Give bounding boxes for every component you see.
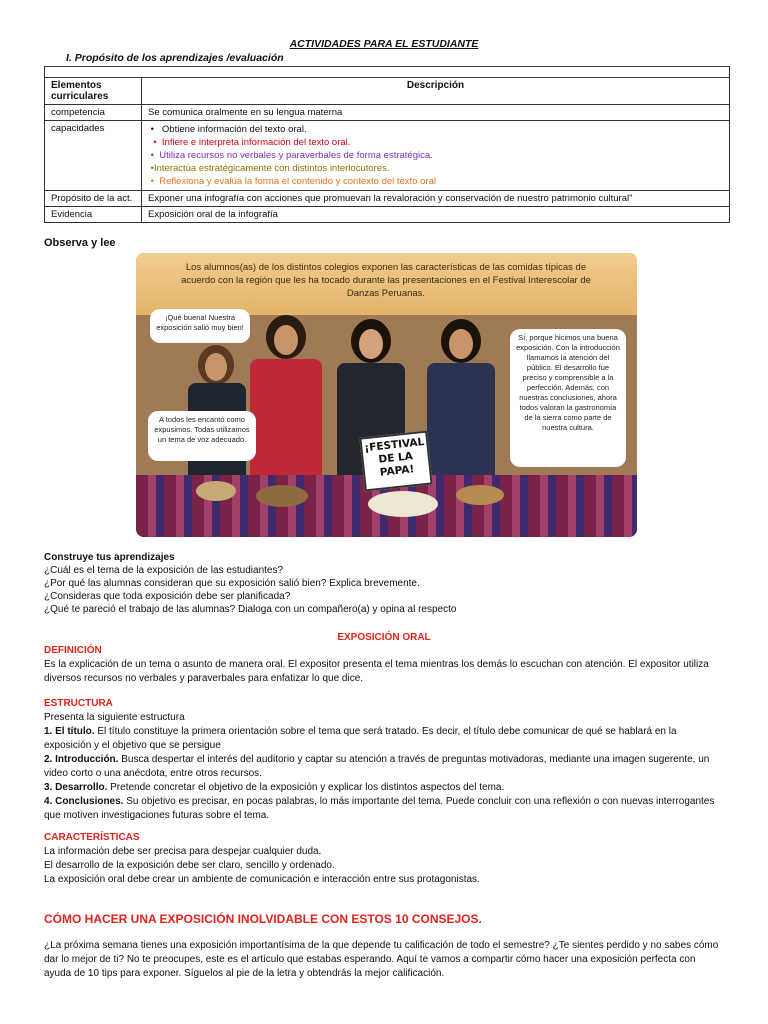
consejos-text: ¿La próxima semana tienes una exposición importantísima de la que depende tu calificación de todo el semestre? ¿Te sientes perdido y no sabes cómo dar lo mejor de ti? No te preocupes, este es el artículo que estabas esperando. Aquí te vamos a compartir cómo hacer una exposición perfecta con ayuda de 10 tips para exponer. Síguelos al pie de la letra y obtendrás la mejor calificación.	[44, 940, 719, 979]
row-label-capacidades: capacidades	[45, 121, 142, 191]
food-plate	[456, 485, 504, 505]
header-elementos: Elementos curriculares	[45, 78, 142, 105]
caracteristica-item: El desarrollo de la exposición debe ser claro, sencillo y ordenado.	[44, 860, 335, 871]
estructura-heading: ESTRUCTURA	[44, 698, 113, 709]
definicion-section	[44, 644, 724, 686]
question-item: ¿Qué te pareció el trabajo de las alumnas? Dialoga con un compañero(a) y opina al respecto	[44, 604, 457, 615]
capacidad-item: • Reflexiona y evalúa la forma el contenido y contexto del texto oral	[150, 176, 436, 187]
estructura-item: 2. Introducción. Busca despertar el interés del auditorio y captar su atención a través de preguntas motivadoras, mediante una imagen sugerente, un video corto o una anécdota, entre otros recursos.	[44, 754, 710, 779]
estructura-item: 4. Conclusiones. Su objetivo es precisar, en pocas palabras, lo más importante del tema. Puede concluir con una reflexión o con nuevas interrogantes que motiven investigaciones futuras sobre el tema.	[44, 796, 715, 821]
capacidades-list	[142, 121, 730, 191]
food-plate	[368, 491, 438, 517]
capacidad-item: • Utiliza recursos no verbales y paraverbales de forma estratégica.	[150, 150, 433, 161]
banner-text: Los alumnos(as) de los distintos colegios exponen las características de las comidas típicas de acuerdo con la región que les ha tocado durante las presentaciones en el Festival Interescolar de Danzas Peruanas.	[181, 262, 591, 299]
speech-bubble: ¡Qué buena! Nuestra exposición salió muy bien!	[150, 309, 250, 343]
definicion-heading: DEFINICIÓN	[44, 645, 102, 656]
estructura-section	[44, 697, 724, 823]
caracteristicas-heading: CARACTERÍSTICAS	[44, 832, 140, 843]
table-header-row	[45, 78, 730, 105]
speech-bubble: Sí, porque hicimos una buena exposición. Con la introducción llamamos la atención del público. El desarrollo fue preciso y comprensible a la perfección. Además, con nuestras conclusiones, ahora todos valoran la gastronomía de la sierra como parte de nuestra cultura.	[510, 329, 626, 467]
consejos-heading: CÓMO HACER UNA EXPOSICIÓN INOLVIDABLE CON ESTOS 10 CONSEJOS.	[44, 912, 482, 926]
table-blank-row	[45, 67, 730, 78]
definicion-text: Es la explicación de un tema o asunto de manera oral. El expositor presenta el tema mientras los demás lo escuchan con atención. El expositor utiliza diversos recursos no verbales y paraverbales para enfatizar lo que dice.	[44, 659, 709, 684]
table-row	[45, 121, 730, 191]
row-value-proposito: Exponer una infografía con acciones que promuevan la revaloración y conservación de nuestro patrimonio cultural"	[142, 191, 730, 207]
capacidad-item: •Interactúa estratégicamente con distintos interlocutores.	[150, 163, 390, 174]
food-plate	[196, 481, 236, 501]
estructura-item: 1. El título. El título constituye la primera orientación sobre el tema que será tratado. Es decir, el título debe comunicar de qué se hablará en la exposición y el objetivo que se persigue	[44, 726, 677, 751]
construye-section	[44, 551, 456, 616]
festival-photo	[136, 253, 637, 537]
row-value-evidencia: Exposición oral de la infografía	[142, 207, 730, 223]
photo-banner	[136, 253, 637, 315]
caracteristica-item: La exposición oral debe crear un ambiente de comunicación e interacción entre sus protagonistas.	[44, 874, 480, 885]
caracteristica-item: La información debe ser precisa para despejar cualquier duda.	[44, 846, 322, 857]
row-label-proposito: Propósito de la act.	[45, 191, 142, 207]
food-plate	[256, 485, 308, 507]
festival-sign: ¡FESTIVAL DE LA PAPA!	[359, 431, 432, 492]
construye-heading: Construye tus aprendizajes	[44, 552, 175, 563]
estructura-intro: Presenta la siguiente estructura	[44, 712, 185, 723]
row-label-evidencia: Evidencia	[45, 207, 142, 223]
exposicion-title: EXPOSICIÓN ORAL	[337, 632, 431, 643]
estructura-item: 3. Desarrollo. Pretende concretar el objetivo de la exposición y explicar los distintos aspectos del tema.	[44, 782, 505, 793]
speech-bubble: A todos les encantó como expusimos. Todas utilizamos un tema de voz adecuado.	[148, 411, 256, 461]
page-title: ACTIVIDADES PARA EL ESTUDIANTE	[289, 38, 479, 50]
row-value-competencia: Se comunica oralmente en su lengua materna	[142, 105, 730, 121]
question-item: ¿Por qué las alumnas consideran que su exposición salió bien? Explica brevemente.	[44, 578, 420, 589]
curriculum-table	[44, 66, 730, 223]
question-item: ¿Consideras que toda exposición debe ser planificada?	[44, 591, 291, 602]
table-row	[45, 207, 730, 223]
table-row	[45, 105, 730, 121]
caracteristicas-section	[44, 831, 724, 887]
section-heading: I. Propósito de los aprendizajes /evaluación	[66, 52, 284, 64]
capacidad-item: • Infiere e interpreta información del texto oral.	[153, 137, 351, 148]
capacidad-item: • Obtiene información del texto oral.	[150, 124, 307, 135]
header-descripcion: Descripción	[142, 78, 730, 105]
observa-heading: Observa y lee	[44, 237, 116, 249]
row-label-competencia: competencia	[45, 105, 142, 121]
table-row	[45, 191, 730, 207]
question-item: ¿Cuál es el tema de la exposición de las estudiantes?	[44, 565, 284, 576]
